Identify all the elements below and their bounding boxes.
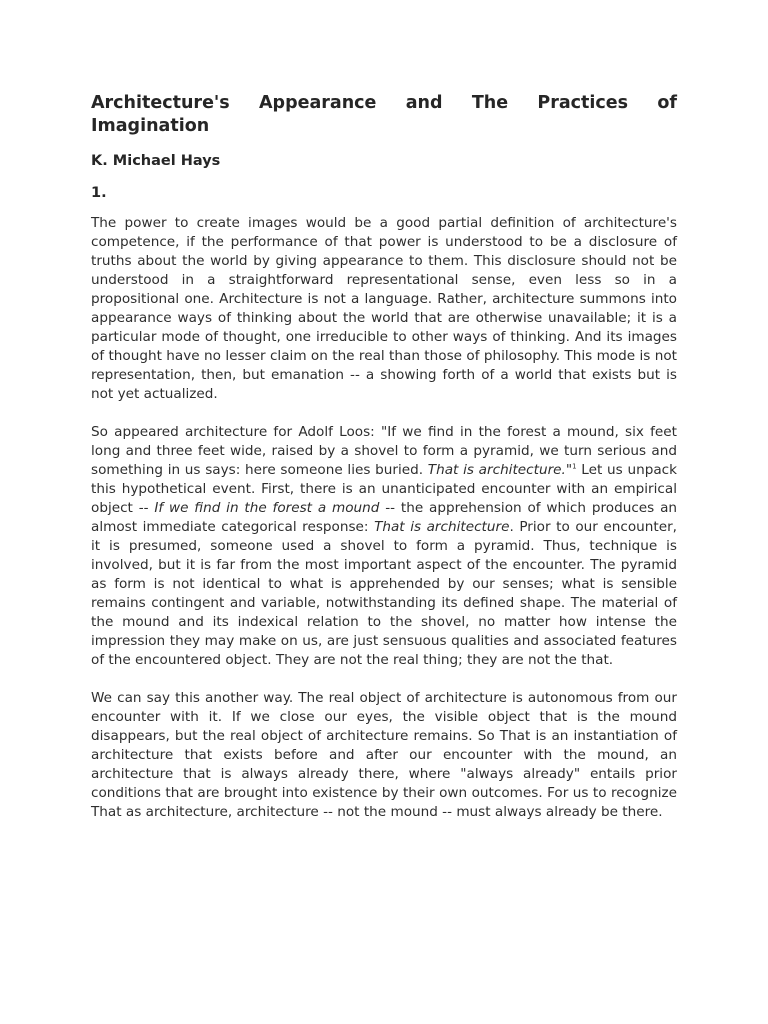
author-name: K. Michael Hays xyxy=(91,153,221,169)
section-number: 1. xyxy=(91,185,107,201)
paragraph-2-text-2: Let us unpack this hypothetical event. First, there is an unanticipated encounter with an empirical object -- xyxy=(91,462,677,516)
paragraph-2-text-3: -- the apprehension of which produces an almost immediate categorical response: xyxy=(91,500,678,535)
document-page xyxy=(91,92,677,822)
paragraph-3: We can say this another way. The real object of architecture is autonomous from our encounter with it. If we close our eyes, the visible object that is the mound disappears, but the real object of architecture remains. So That is an instantiation of architecture that exists before and after our encounter with the mound, an architecture that is always already there, where "always already" entails prior conditions that are brought into existence by their own outcomes. For us to recognize That as architecture, architecture -- not the mound -- must always already be there. xyxy=(91,690,677,820)
paragraph-2-italic-mound: If we find in the forest a mound xyxy=(154,500,380,516)
paragraph-2-text-1: So appeared architecture for Adolf Loos: "If we find in the forest a mound, six feet long and three feet wide, raised by a shovel to form a pyramid, we turn serious and something in us says: here someone lies buried. xyxy=(91,424,677,478)
paragraph-2 xyxy=(91,423,677,670)
footnote-marker: 1 xyxy=(572,462,577,471)
paragraph-2-italic-quote: That is architecture." xyxy=(427,462,573,478)
paragraph-2-text-4: . Prior to our encounter, it is presumed, someone used a shovel to form a pyramid. Thus, technique is involved, but it is far from the most important aspect of the encounter. The pyramid as form is not identical to what is apprehended by our senses; what is sensible remains contingent and variable, notwithstanding its defined shape. The material of the mound and its indexical relation to the shovel, no matter how intense the impression they may make on us, are just sensuous qualities and associated features of the encountered object. They are not the real thing; they are not the that. xyxy=(91,519,678,668)
paragraph-2-italic-architecture: That is architecture xyxy=(374,519,510,535)
article-title: Architecture's Appearance and The Practices of Imagination xyxy=(91,93,677,136)
paragraph-1: The power to create images would be a good partial definition of architecture's competence, if the performance of that power is understood to be a disclosure of truths about the world by giving appearance to them. This disclosure should not be understood in a straightforward representational sense, even less so in a propositional one. Architecture is not a language. Rather, architecture summons into appearance ways of thinking about the world that are otherwise unavailable; it is a particular mode of thought, one irreducible to other ways of thinking. And its images of thought have no lesser claim on the real than those of philosophy. This mode is not representation, then, but emanation -- a showing forth of a world that exists but is not yet actualized. xyxy=(91,215,677,402)
